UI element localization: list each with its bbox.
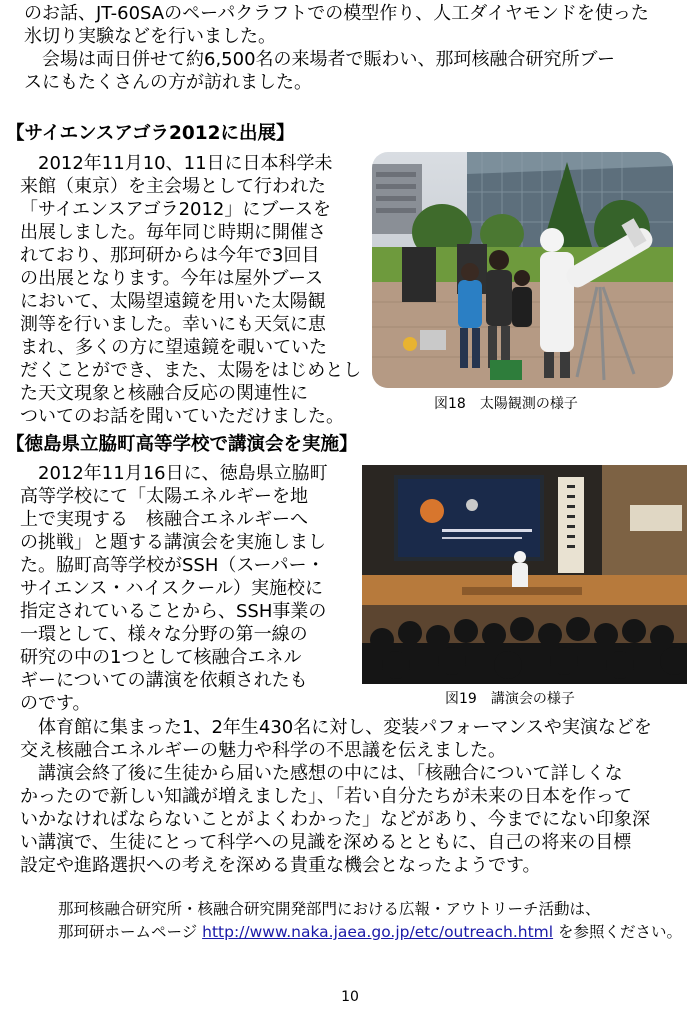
- section2-full-line: かったので新しい知識が増えました」、「若い自分たちが未来の日本を作って: [20, 786, 632, 807]
- section2-line: の挑戦」と題する講演会を実施しまし: [20, 532, 326, 553]
- section1-line: 「サイエンスアゴラ2012」にブースを: [20, 199, 331, 220]
- section1-line: ついてのお話を聞いていただけました。: [20, 406, 344, 427]
- page-number: 10: [341, 989, 359, 1005]
- section1-line: において、太陽望遠鏡を用いた太陽観: [20, 291, 326, 312]
- figure-caption-18: 図18 太陽観測の様子: [434, 396, 578, 412]
- intro-line: 会場は両日併せて約6,500名の来場者で賑わい、那珂核融合研究所ブー: [24, 49, 615, 70]
- section2-full-line: 交え核融合エネルギーの魅力や科学の不思議を伝えました。: [20, 740, 506, 761]
- figure-caption-19: 図19 講演会の様子: [445, 691, 575, 707]
- section2-full-line: いかなければならないことがよくわかった」などがあり、今までにない印象深: [20, 809, 650, 830]
- section2-line: のです。: [20, 693, 91, 714]
- intro-line: スにもたくさんの方が訪れました。: [24, 72, 312, 93]
- section2-full-line: 講演会終了後に生徒から届いた感想の中には、「核融合について詳しくな: [20, 763, 623, 784]
- section1-line: 測等を行いました。幸いにも天気に恵: [20, 314, 326, 335]
- section2-line: ギーについての講演を依頼されたも: [20, 670, 308, 691]
- section1-line: の出展となります。今年は屋外ブース: [20, 268, 324, 289]
- section1-line: だくことができ、また、太陽をはじめとし: [20, 360, 362, 381]
- intro-line: のお話、JT-60SAのペーパクラフトでの模型作り、人工ダイヤモンドを使った: [24, 3, 649, 24]
- footer-line-1: 那珂核融合研究所・核融合研究開発部門における広報・アウトリーチ活動は、: [58, 900, 601, 918]
- section1-line: 2012年11月10、11日に日本科学未: [20, 153, 333, 174]
- section-heading-science-agora: 【サイエンスアゴラ2012に出展】: [6, 123, 295, 144]
- section2-line: 一環として、様々な分野の第一線の: [20, 624, 308, 645]
- section2-line: 高等学校にて「太陽エネルギーを地: [20, 486, 308, 507]
- footer-suffix: を参照ください。: [553, 923, 683, 941]
- section1-line: れており、那珂研からは今年で3回目: [20, 245, 320, 266]
- section-heading-wakimachi-lecture: 【徳島県立脇町高等学校で講演会を実施】: [6, 434, 358, 455]
- section1-line: た天文現象と核融合反応の関連性に: [20, 383, 308, 404]
- intro-line: 氷切り実験などを行いました。: [24, 26, 276, 47]
- footer-prefix: 那珂研ホームページ: [58, 923, 203, 941]
- section2-line: サイエンス・ハイスクール）実施校に: [20, 578, 323, 599]
- section2-line: 指定されていることから、SSH事業の: [20, 601, 327, 622]
- section2-line: 2012年11月16日に、徳島県立脇町: [20, 463, 328, 484]
- section2-line: 上で実現する 核融合エネルギーへ: [20, 509, 308, 530]
- section2-full-line: 体育館に集まった1、2年生430名に対し、変装パフォーマンスや実演などを: [20, 717, 652, 738]
- footer-line-2: [58, 922, 682, 942]
- outreach-link[interactable]: http://www.naka.jaea.go.jp/etc/outreach.html: [202, 923, 554, 941]
- section2-full-line: い講演で、生徒にとって科学への見識を深めるとともに、自己の将来の目標: [20, 832, 632, 853]
- section2-line: た。脇町高等学校がSSH（スーパー・: [20, 555, 325, 576]
- section1-line: 来館（東京）を主会場として行われた: [20, 176, 326, 197]
- solar-observation-photo: [372, 152, 673, 388]
- section1-line: まれ、多くの方に望遠鏡を覗いていた: [20, 337, 328, 358]
- section1-line: 出展しました。毎年同じ時期に開催さ: [20, 222, 326, 243]
- lecture-photo: [362, 465, 687, 684]
- section2-full-line: 設定や進路選択への考えを深める貴重な機会となったようです。: [20, 855, 541, 876]
- section2-line: 研究の中の1つとして核融合エネル: [20, 647, 302, 668]
